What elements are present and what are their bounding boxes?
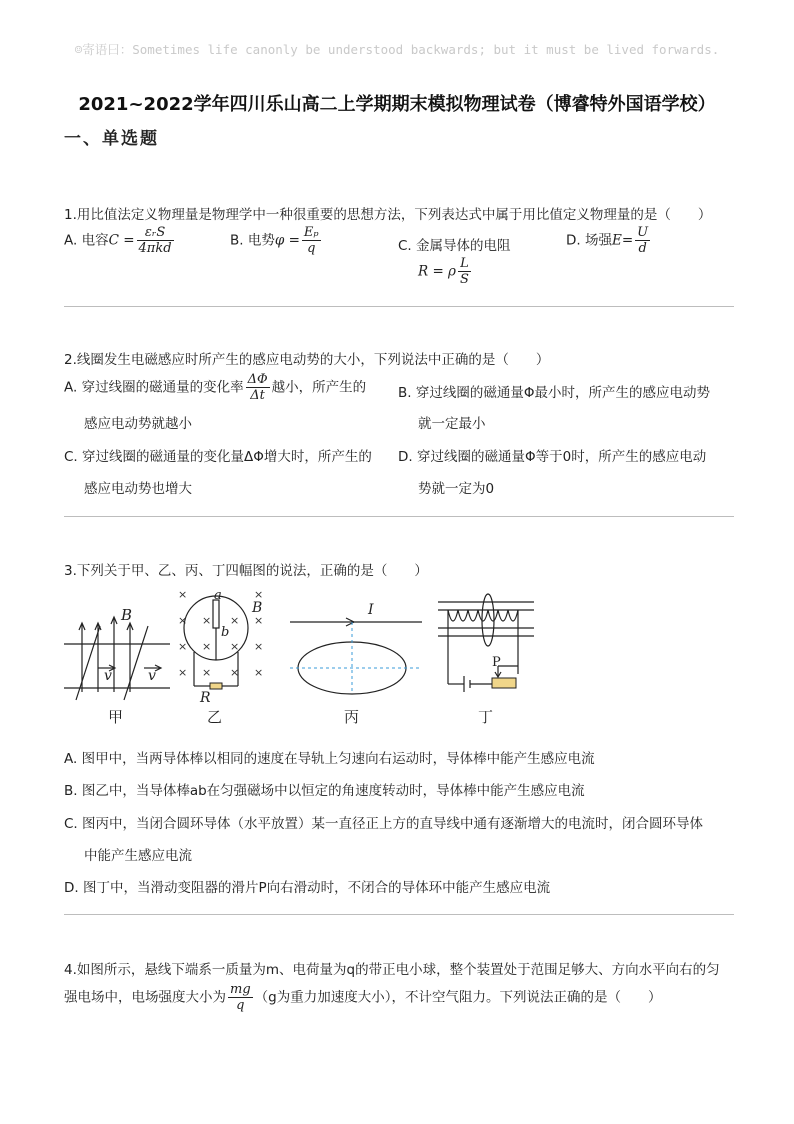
q4-fraction: $\frac{mg}{q}$ (230, 982, 251, 1013)
q1-a-prefix: A. 电容 (64, 232, 109, 249)
q1-d-prefix: D. 场强 (566, 232, 612, 249)
q2-option-b-line2: 就一定最小 (418, 416, 486, 432)
q4-stem-line1: 4.如图所示，悬线下端系一质量为m、电荷量为q的带正电小球，整个装置处于范围足够大、方向水平向右的匀 (64, 962, 720, 978)
svg-text:×: × (178, 640, 188, 653)
page-title: 2021~2022学年四川乐山高二上学期期末模拟物理试卷（博睿特外国语学校） (78, 94, 716, 115)
q1-stem: 1.用比值法定义物理量是物理学中一种很重要的思想方法，下列表达式中属于用比值定义物理量的是（ ） (64, 207, 712, 223)
q4-line2-post: （g为重力加速度大小），不计空气阻力。下列说法正确的是（ ） (254, 989, 662, 1006)
fig-ding-P: P (492, 655, 501, 670)
fig-yi-a: a (214, 588, 222, 603)
q1-option-d[interactable] (566, 225, 652, 256)
q2-option-c[interactable]: C. 穿过线圈的磁通量的变化量ΔΦ增大时，所产生的 (64, 449, 372, 465)
q2-a-pre: A. 穿过线圈的磁通量的变化率 (64, 379, 244, 396)
q2-option-c-line2: 感应电动势也增大 (84, 481, 192, 497)
q3-stem: 3.下列关于甲、乙、丙、丁四幅图的说法，正确的是（ ） (64, 563, 428, 579)
svg-text:×: × (202, 640, 212, 653)
q3-option-c[interactable]: C. 图丙中，当闭合圆环导体（水平放置）某一直径正上方的直导线中通有逐渐增大的电流时，闭合圆环导体 (64, 816, 704, 832)
q1-c-text: C. 金属导体的电阻 (398, 238, 511, 254)
q4-line2-pre: 强电场中，电场强度大小为 (64, 989, 226, 1006)
svg-text:×: × (254, 588, 264, 601)
q2-option-d[interactable]: D. 穿过线圈的磁通量Φ等于0时，所产生的感应电动 (398, 449, 707, 465)
svg-text:×: × (254, 640, 264, 653)
fig-label-yi: 乙 (207, 708, 223, 726)
fig-yi-R: R (200, 690, 211, 706)
section-heading: 一、单选题 (64, 129, 159, 149)
svg-text:×: × (230, 666, 240, 679)
q2-a-post: 越小，所产生的 (271, 379, 367, 396)
fig-yi-B: B (252, 600, 263, 616)
fig-yi-b: b (221, 625, 230, 640)
q3-option-a[interactable]: A. 图甲中，当两导体棒以相同的速度在导轨上匀速向右运动时，导体棒中能产生感应电流 (64, 751, 595, 767)
fig-jia-B: B (121, 606, 133, 624)
watermark: ☺寄语曰：Sometimes life canonly be understood backwards; but it must be lived forwards. (74, 42, 720, 57)
q2-option-a-line2: 感应电动势就越小 (84, 416, 192, 432)
separator (64, 914, 734, 915)
q3-option-c-line2: 中能产生感应电流 (84, 848, 192, 864)
q3-option-d[interactable]: D. 图丁中，当滑动变阻器的滑片P向右滑动时，不闭合的导体环中能产生感应电流 (64, 880, 551, 896)
fig-label-jia: 甲 (108, 708, 124, 726)
svg-text:×: × (230, 640, 240, 653)
figure-bing (286, 588, 426, 728)
q2-option-b[interactable]: B. 穿过线圈的磁通量Φ最小时，所产生的感应电动势 (398, 385, 710, 401)
q1-d-lhs: E= (611, 232, 634, 249)
figure-jia (62, 588, 172, 728)
q1-b-lhs: φ = (274, 232, 300, 249)
svg-text:×: × (254, 614, 264, 627)
fig-label-ding: 丁 (478, 708, 494, 726)
svg-text:×: × (230, 614, 240, 627)
q2-option-a[interactable] (64, 372, 366, 403)
svg-text:×: × (178, 666, 188, 679)
separator (64, 306, 734, 307)
fig-label-bing: 丙 (344, 708, 360, 726)
q2-option-d-line2: 势就一定为0 (418, 481, 495, 497)
q4-stem-line2 (64, 982, 661, 1013)
svg-text:×: × (202, 666, 212, 679)
separator (64, 516, 734, 517)
figure-ding (434, 588, 544, 728)
q1-a-lhs: C = (108, 232, 135, 249)
q1-c-lhs: R = ρ (418, 263, 456, 280)
fig-jia-v1: v (104, 668, 112, 684)
fig-jia-v2: v (148, 668, 156, 684)
q1-option-c-formula (418, 256, 473, 287)
q3-option-b[interactable]: B. 图乙中，当导体棒ab在匀强磁场中以恒定的角速度转动时，导体棒中能产生感应电流 (64, 783, 585, 799)
q1-option-b[interactable] (230, 225, 323, 256)
q2-stem: 2.线圈发生电磁感应时所产生的感应电动势的大小，下列说法中正确的是（ ） (64, 352, 550, 368)
q1-a-fraction: $\frac{\text{εᵣS}}{\text{4πkd}}$ (138, 225, 172, 256)
svg-text:×: × (254, 666, 264, 679)
q1-b-fraction: $\frac{\text{Eₚ}}{q}$ (303, 225, 319, 256)
svg-text:×: × (202, 614, 212, 627)
q1-b-prefix: B. 电势 (230, 232, 275, 249)
q1-c-fraction: $\frac{L}{S}$ (460, 256, 469, 287)
q1-option-c[interactable] (398, 234, 511, 254)
q2-a-fraction: $\frac{\Delta\Phi}{\Delta t}$ (247, 372, 268, 403)
svg-text:×: × (178, 614, 188, 627)
svg-text:×: × (178, 588, 188, 601)
q1-d-fraction: $\frac{U}{d}$ (637, 225, 649, 256)
q1-option-a[interactable] (64, 225, 176, 256)
fig-bing-I: I (368, 602, 374, 618)
figure-yi (172, 588, 272, 728)
